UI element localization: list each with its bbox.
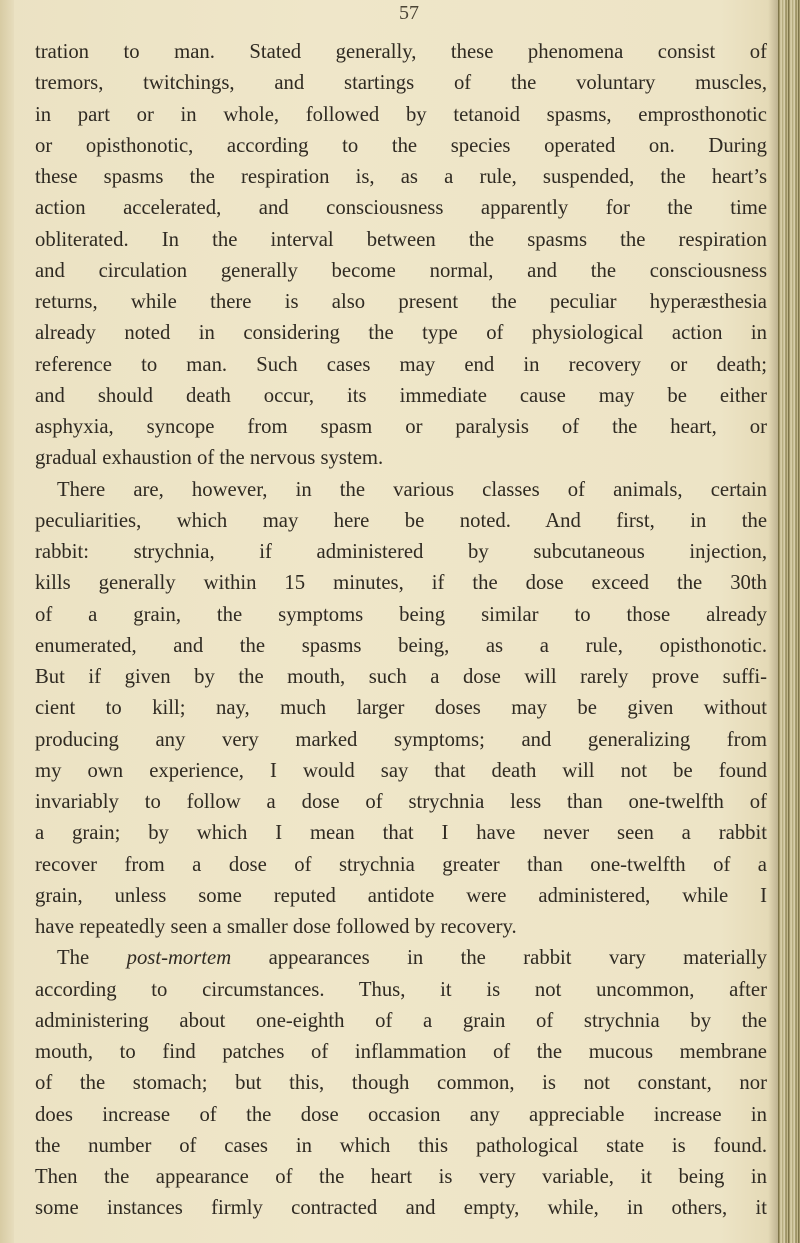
- text-line: tration to man. Stated generally, these phenomena consist of: [35, 41, 767, 63]
- text-line: grain, unless some reputed antidote were administered, while I: [35, 884, 767, 907]
- body-text: [35, 37, 767, 1225]
- text-line: does increase of the dose occasion any appreciable increase in: [35, 1103, 767, 1126]
- text-line: action accelerated, and consciousness apparently for the time: [35, 197, 767, 220]
- page-number: 57: [399, 2, 419, 24]
- book-binding-edge: [778, 0, 800, 1243]
- text-line: and circulation generally become normal, and the consciousness: [35, 259, 767, 282]
- text-line: in part or in whole, followed by tetanoid spasms, emprosthonotic: [35, 103, 767, 126]
- page-left-edge: [0, 0, 14, 1243]
- text-line: according to circumstances. Thus, it is not uncommon, after: [35, 978, 767, 1001]
- text-line: rabbit: strychnia, if administered by subcutaneous injection,: [35, 541, 767, 563]
- text-line: have repeatedly seen a smaller dose followed by recovery.: [35, 916, 517, 938]
- text-line: mouth, to find patches of inflammation of the mucous membrane: [35, 1041, 767, 1063]
- text-line: peculiarities, which may here be noted. And first, in the: [35, 509, 767, 532]
- text-line: returns, while there is also present the peculiar hyperæsthesia: [35, 291, 767, 313]
- text-line: producing any very marked symptoms; and generalizing from: [35, 728, 767, 751]
- text-line: some instances firmly contracted and empty, while, in others, it: [35, 1197, 767, 1220]
- italic-term: post-mortem: [126, 947, 232, 970]
- text-line: administering about one-eighth of a grain of strychnia by the: [35, 1009, 767, 1032]
- text-line: and should death occur, its immediate cause may be either: [35, 384, 767, 407]
- text-segment: appearances in the rabbit vary materially: [231, 947, 767, 970]
- text-line: recover from a dose of strychnia greater than one-twelfth of a: [35, 853, 767, 876]
- text-line: gradual exhaustion of the nervous system.: [35, 447, 384, 470]
- text-line: tremors, twitchings, and startings of the voluntary muscles,: [35, 72, 767, 95]
- binding-shadow: [768, 0, 778, 1243]
- text-line: of the stomach; but this, though common, is not constant, nor: [35, 1072, 767, 1095]
- text-line: a grain; by which I mean that I have never seen a rabbit: [35, 822, 767, 845]
- text-line: these spasms the respiration is, as a rule, suspended, the heart’s: [35, 166, 767, 188]
- text-line: obliterated. In the interval between the spasms the respiration: [35, 228, 767, 251]
- text-line: Then the appearance of the heart is very variable, it being in: [35, 1166, 767, 1188]
- text-line: kills generally within 15 minutes, if the dose exceed the 30th: [35, 572, 767, 595]
- text-line: [35, 943, 767, 974]
- text-line: asphyxia, syncope from spasm or paralysis of the heart, or: [35, 416, 767, 438]
- text-line: the number of cases in which this pathological state is found.: [35, 1134, 767, 1157]
- text-line: But if given by the mouth, such a dose will rarely prove suffi-: [35, 666, 767, 688]
- text-line: of a grain, the symptoms being similar to those already: [35, 603, 767, 626]
- text-line: cient to kill; nay, much larger doses may be given without: [35, 697, 767, 720]
- text-line: already noted in considering the type of physiological action in: [35, 322, 767, 345]
- text-segment: The: [57, 947, 127, 970]
- text-line: enumerated, and the spasms being, as a rule, opisthonotic.: [35, 634, 767, 657]
- text-line: invariably to follow a dose of strychnia less than one-twelfth of: [35, 791, 767, 813]
- text-line: There are, however, in the various classes of animals, certain: [57, 478, 767, 501]
- text-line: or opisthonotic, according to the species operated on. During: [35, 134, 767, 157]
- text-line: my own experience, I would say that death will not be found: [35, 759, 767, 782]
- text-line: reference to man. Such cases may end in recovery or death;: [35, 353, 767, 376]
